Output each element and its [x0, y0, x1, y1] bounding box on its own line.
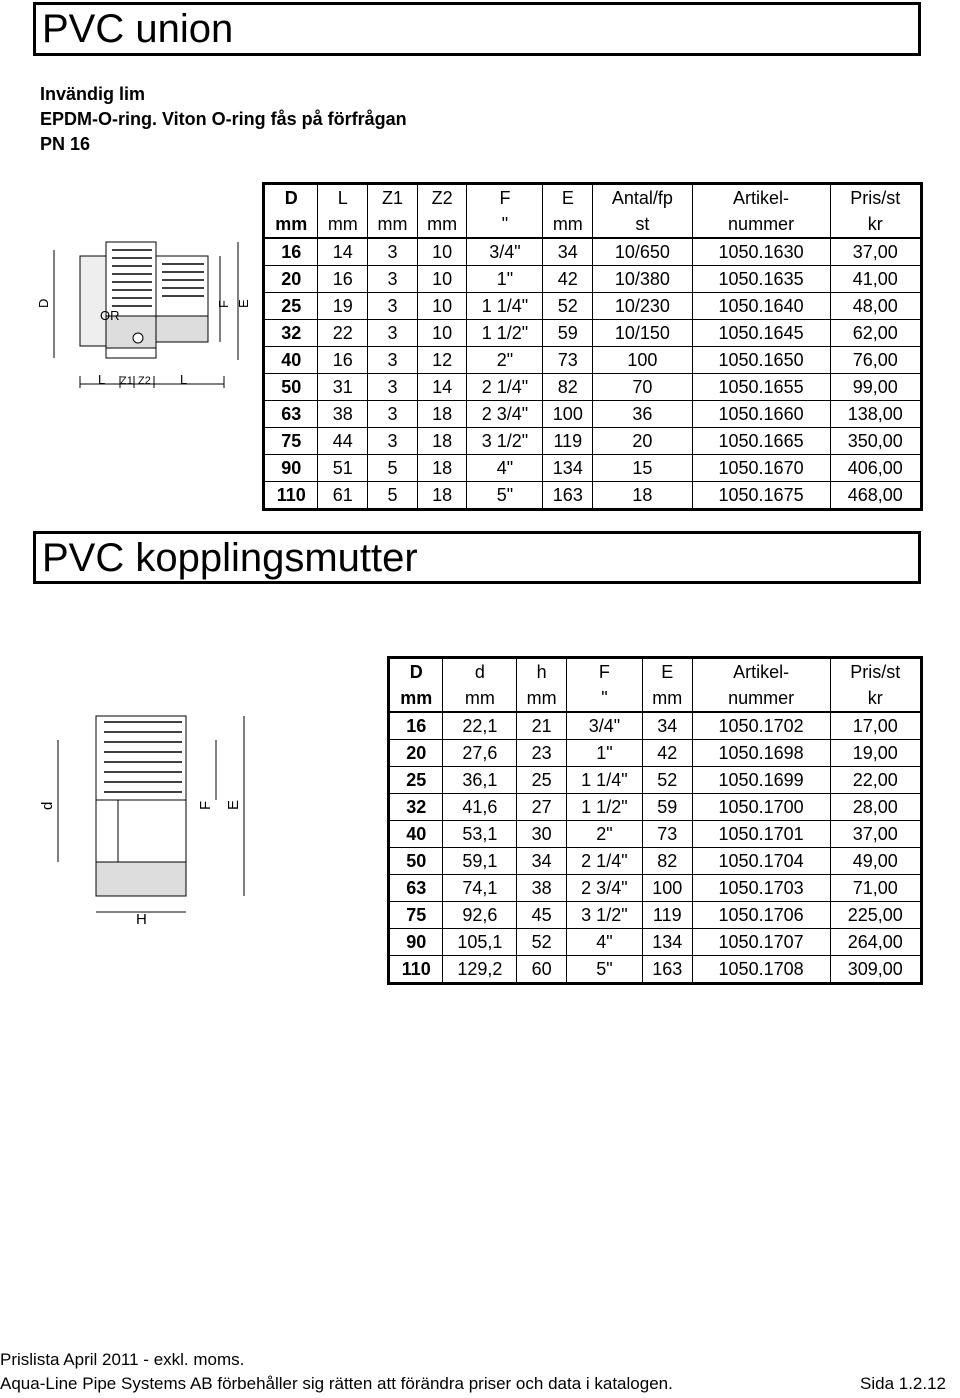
table-row — [264, 238, 922, 266]
table-cell: 52 — [517, 929, 567, 956]
table-cell: 36 — [593, 401, 692, 428]
table-cell: 18 — [417, 482, 467, 510]
table-cell: 2" — [467, 347, 543, 374]
dim-label-Z1: Z1 — [120, 375, 133, 387]
table-cell: 1050.1698 — [692, 740, 830, 767]
table-row — [264, 455, 922, 482]
table-cell: 73 — [642, 821, 692, 848]
table-cell: 38 — [318, 401, 368, 428]
table-cell: 70 — [593, 374, 692, 401]
table-row — [264, 428, 922, 455]
table-row — [389, 794, 922, 821]
table-cell: 38 — [517, 875, 567, 902]
table-cell: " — [566, 685, 642, 712]
table-cell: 1 1/4" — [566, 767, 642, 794]
table-cell: 20 — [389, 740, 443, 767]
table-cell: 10/230 — [593, 293, 692, 320]
table-cell: 1050.1699 — [692, 767, 830, 794]
table-cell: 4" — [467, 455, 543, 482]
table-cell: 25 — [517, 767, 567, 794]
table-cell: 10 — [417, 238, 467, 266]
dim-label-E: E — [236, 299, 251, 308]
table-cell: mm — [642, 685, 692, 712]
table-cell: 119 — [642, 902, 692, 929]
table-cell: 37,00 — [830, 821, 921, 848]
table-header-row — [264, 211, 922, 238]
table-cell: 5 — [368, 455, 418, 482]
table-cell: 100 — [593, 347, 692, 374]
intro-text — [40, 82, 407, 157]
table-cell: 61 — [318, 482, 368, 510]
table-cell: 14 — [318, 238, 368, 266]
table-cell: 18 — [417, 428, 467, 455]
table-cell: 1050.1700 — [692, 794, 830, 821]
table-cell: 4" — [566, 929, 642, 956]
table-cell: 3 — [368, 320, 418, 347]
table-cell: kr — [830, 211, 921, 238]
table-cell: 75 — [389, 902, 443, 929]
table-cell: D — [389, 658, 443, 686]
table-cell: 92,6 — [443, 902, 517, 929]
table-cell: 20 — [264, 266, 318, 293]
table-cell: 59 — [543, 320, 593, 347]
table-cell: mm — [517, 685, 567, 712]
dim-label-OR: OR — [100, 308, 120, 323]
table-cell: 12 — [417, 347, 467, 374]
table-cell: 36,1 — [443, 767, 517, 794]
table-cell: 5" — [566, 956, 642, 984]
table-cell: mm — [389, 685, 443, 712]
table-header-row — [389, 658, 922, 686]
table-cell: 1050.1640 — [692, 293, 830, 320]
table-cell: 63 — [264, 401, 318, 428]
table-cell: 30 — [517, 821, 567, 848]
table-cell: mm — [318, 211, 368, 238]
table-cell: 76,00 — [830, 347, 921, 374]
table-cell: 1050.1665 — [692, 428, 830, 455]
table-cell: 2 1/4" — [467, 374, 543, 401]
table-row — [389, 902, 922, 929]
table-cell: 50 — [389, 848, 443, 875]
table-cell: 1050.1702 — [692, 712, 830, 740]
table-row — [389, 875, 922, 902]
table-cell: L — [318, 184, 368, 212]
table-row — [389, 821, 922, 848]
table-cell: 468,00 — [830, 482, 921, 510]
table-cell: 21 — [517, 712, 567, 740]
table-cell: 2 3/4" — [467, 401, 543, 428]
table-cell: nummer — [692, 685, 830, 712]
table-row — [389, 712, 922, 740]
table-cell: 32 — [389, 794, 443, 821]
table-cell: 27,6 — [443, 740, 517, 767]
table-cell: 1 1/2" — [566, 794, 642, 821]
table-cell: 44 — [318, 428, 368, 455]
table-cell: 1050.1701 — [692, 821, 830, 848]
table-cell: 23 — [517, 740, 567, 767]
table-cell: 309,00 — [830, 956, 921, 984]
dim-label-E: E — [225, 799, 242, 810]
table-cell: Artikel- — [692, 658, 830, 686]
table-cell: 40 — [264, 347, 318, 374]
table-cell: Z2 — [417, 184, 467, 212]
table-row — [264, 293, 922, 320]
table-cell: Antal/fp — [593, 184, 692, 212]
table-cell: 225,00 — [830, 902, 921, 929]
table-cell: 74,1 — [443, 875, 517, 902]
dim-label-L-left: L — [98, 372, 106, 387]
table-cell: Z1 — [368, 184, 418, 212]
table-cell: 42 — [543, 266, 593, 293]
table-cell: Artikel- — [692, 184, 830, 212]
footer-page-number: Sida 1.2.12 — [860, 1374, 947, 1393]
table-cell: E — [543, 184, 593, 212]
table-cell: 10/150 — [593, 320, 692, 347]
dim-label-F: F — [197, 800, 214, 810]
title-text: PVC kopplingsmutter — [42, 535, 418, 580]
dim-label-d: d — [39, 801, 56, 810]
table-cell: mm — [543, 211, 593, 238]
table-cell: 350,00 — [830, 428, 921, 455]
table-cell: 2 3/4" — [566, 875, 642, 902]
table-cell: 5" — [467, 482, 543, 510]
table-cell: 18 — [417, 455, 467, 482]
dim-label-Z2: Z2 — [138, 375, 151, 387]
table-header-row — [389, 685, 922, 712]
table-cell: 41,00 — [830, 266, 921, 293]
dim-label-H: H — [136, 911, 147, 928]
table-cell: 25 — [389, 767, 443, 794]
table-cell: 53,1 — [443, 821, 517, 848]
table-cell: kr — [830, 685, 921, 712]
table-row — [264, 482, 922, 510]
table-cell: 40 — [389, 821, 443, 848]
table-cell: 2 1/4" — [566, 848, 642, 875]
table-cell: 3/4" — [566, 712, 642, 740]
footer-price-list: Prislista April 2011 - exkl. moms. — [0, 1350, 245, 1369]
table-row — [389, 740, 922, 767]
union-diagram — [34, 236, 254, 396]
table-cell: 1050.1645 — [692, 320, 830, 347]
table-cell: 17,00 — [830, 712, 921, 740]
table-row — [389, 767, 922, 794]
nut-diagram — [34, 700, 264, 930]
table-cell: 129,2 — [443, 956, 517, 984]
table-cell: 3 — [368, 401, 418, 428]
table-cell: mm — [264, 211, 318, 238]
dim-label-F: F — [216, 300, 231, 308]
table-cell: Pris/st — [830, 658, 921, 686]
table-header-row — [264, 184, 922, 212]
table-cell: D — [264, 184, 318, 212]
table-cell: 119 — [543, 428, 593, 455]
table-cell: 3 — [368, 347, 418, 374]
table-cell: 3 1/2" — [467, 428, 543, 455]
table-cell: 3 — [368, 428, 418, 455]
table-cell: 10/380 — [593, 266, 692, 293]
table-cell: 14 — [417, 374, 467, 401]
section-title-pvc-union — [33, 2, 921, 56]
table-cell: F — [467, 184, 543, 212]
table-cell: 63 — [389, 875, 443, 902]
table-cell: 105,1 — [443, 929, 517, 956]
title-text: PVC union — [42, 7, 234, 51]
table-cell: 19 — [318, 293, 368, 320]
table-row — [264, 347, 922, 374]
table-cell: 134 — [543, 455, 593, 482]
table-cell: 1050.1707 — [692, 929, 830, 956]
table-cell: 31 — [318, 374, 368, 401]
table-cell: 1050.1703 — [692, 875, 830, 902]
table-cell: mm — [368, 211, 418, 238]
table-cell: 138,00 — [830, 401, 921, 428]
table-cell: 10 — [417, 293, 467, 320]
table-cell: 10 — [417, 320, 467, 347]
table-cell: 16 — [318, 347, 368, 374]
table-row — [389, 929, 922, 956]
table-cell: 37,00 — [830, 238, 921, 266]
table-cell: 1" — [566, 740, 642, 767]
table-cell: 1050.1675 — [692, 482, 830, 510]
table-cell: 5 — [368, 482, 418, 510]
table-cell: 1050.1635 — [692, 266, 830, 293]
table-cell: 22,00 — [830, 767, 921, 794]
table-cell: 1050.1630 — [692, 238, 830, 266]
table-cell: 48,00 — [830, 293, 921, 320]
intro-line-3: PN 16 — [40, 134, 91, 154]
table-cell: 50 — [264, 374, 318, 401]
table-cell: 110 — [264, 482, 318, 510]
table-cell: 19,00 — [830, 740, 921, 767]
table-cell: 73 — [543, 347, 593, 374]
table-cell: 3 — [368, 238, 418, 266]
table-cell: 75 — [264, 428, 318, 455]
table-cell: F — [566, 658, 642, 686]
table-row — [264, 320, 922, 347]
table-cell: nummer — [692, 211, 830, 238]
table-cell: 49,00 — [830, 848, 921, 875]
table-cell: 264,00 — [830, 929, 921, 956]
table-cell: 1 1/2" — [467, 320, 543, 347]
table-cell: 60 — [517, 956, 567, 984]
table-cell: 134 — [642, 929, 692, 956]
table-cell: 3 — [368, 266, 418, 293]
table-cell: 90 — [389, 929, 443, 956]
table-cell: st — [593, 211, 692, 238]
table-cell: 99,00 — [830, 374, 921, 401]
table-cell: 42 — [642, 740, 692, 767]
table-cell: 16 — [264, 238, 318, 266]
table-cell: 110 — [389, 956, 443, 984]
intro-line-1: Invändig lim — [40, 84, 146, 104]
table-cell: 1 1/4" — [467, 293, 543, 320]
table-cell: 90 — [264, 455, 318, 482]
table-cell: h — [517, 658, 567, 686]
table-cell: 3/4" — [467, 238, 543, 266]
table-cell: 34 — [642, 712, 692, 740]
table-cell: 1050.1660 — [692, 401, 830, 428]
table-cell: 3 — [368, 293, 418, 320]
table-cell: 1050.1655 — [692, 374, 830, 401]
table-cell: mm — [443, 685, 517, 712]
table-cell: 100 — [543, 401, 593, 428]
table-cell: 2" — [566, 821, 642, 848]
dim-label-D: D — [36, 298, 51, 308]
union-spec-table — [262, 182, 923, 511]
table-cell: 22 — [318, 320, 368, 347]
table-cell: 1050.1650 — [692, 347, 830, 374]
table-cell: 52 — [642, 767, 692, 794]
table-cell: 41,6 — [443, 794, 517, 821]
table-cell: 3 — [368, 374, 418, 401]
table-cell: 22,1 — [443, 712, 517, 740]
table-cell: 27 — [517, 794, 567, 821]
table-row — [264, 374, 922, 401]
table-cell: 71,00 — [830, 875, 921, 902]
table-cell: 59,1 — [443, 848, 517, 875]
table-cell: mm — [417, 211, 467, 238]
table-cell: 1050.1704 — [692, 848, 830, 875]
table-cell: 3 1/2" — [566, 902, 642, 929]
table-cell: 20 — [593, 428, 692, 455]
table-cell: 45 — [517, 902, 567, 929]
table-cell: 28,00 — [830, 794, 921, 821]
table-cell: 34 — [517, 848, 567, 875]
table-row — [389, 956, 922, 984]
intro-line-2: EPDM-O-ring. Viton O-ring fås på förfrågan — [40, 109, 407, 129]
table-cell: 52 — [543, 293, 593, 320]
table-cell: 62,00 — [830, 320, 921, 347]
dim-label-L-right: L — [180, 372, 188, 387]
table-cell: 163 — [543, 482, 593, 510]
table-cell: 100 — [642, 875, 692, 902]
table-row — [389, 848, 922, 875]
table-cell: 18 — [417, 401, 467, 428]
table-cell: 51 — [318, 455, 368, 482]
table-cell: 10 — [417, 266, 467, 293]
table-cell: 82 — [642, 848, 692, 875]
table-cell: 15 — [593, 455, 692, 482]
table-cell: 1" — [467, 266, 543, 293]
footer-disclaimer: Aqua-Line Pipe Systems AB förbehåller sig rätten att förändra priser och data i katalogen. — [0, 1374, 673, 1393]
table-cell: E — [642, 658, 692, 686]
nut-spec-table — [387, 656, 923, 985]
table-cell: 18 — [593, 482, 692, 510]
table-cell: 32 — [264, 320, 318, 347]
table-row — [264, 266, 922, 293]
section-title-kopplingsmutter — [33, 531, 921, 584]
table-cell: 16 — [318, 266, 368, 293]
table-cell: 1050.1706 — [692, 902, 830, 929]
table-cell: 163 — [642, 956, 692, 984]
table-cell: 16 — [389, 712, 443, 740]
table-cell: " — [467, 211, 543, 238]
table-cell: 1050.1708 — [692, 956, 830, 984]
table-row — [264, 401, 922, 428]
table-cell: d — [443, 658, 517, 686]
table-cell: Pris/st — [830, 184, 921, 212]
table-cell: 406,00 — [830, 455, 921, 482]
table-cell: 34 — [543, 238, 593, 266]
table-cell: 10/650 — [593, 238, 692, 266]
table-cell: 82 — [543, 374, 593, 401]
table-cell: 1050.1670 — [692, 455, 830, 482]
table-cell: 59 — [642, 794, 692, 821]
table-cell: 25 — [264, 293, 318, 320]
